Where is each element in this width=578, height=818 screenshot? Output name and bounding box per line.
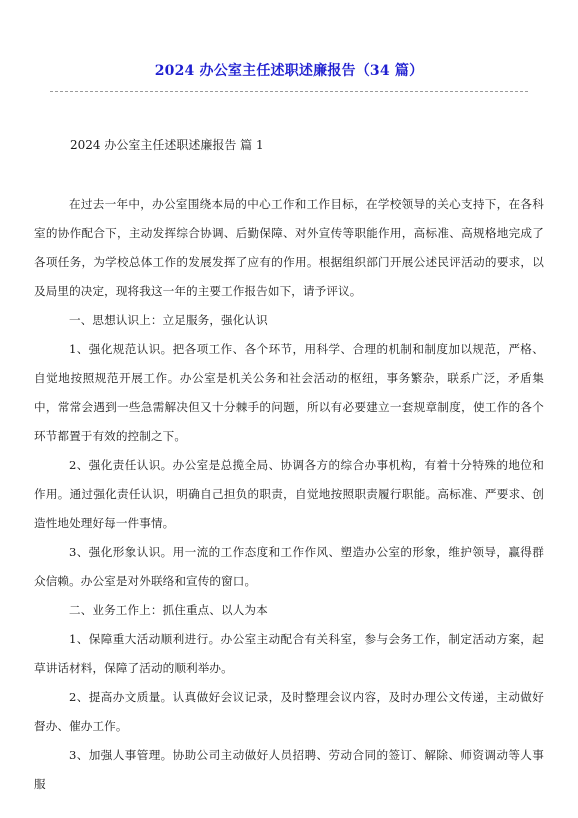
section-heading-1: 一、思想认识上：立足服务，强化认识 [69, 313, 268, 327]
paragraph-item: 3、强化形象认识。用一流的工作态度和工作作风、塑造办公室的形象，维护领导，赢得群众信赖。办公室是对外联络和宣传的窗口。 [34, 545, 544, 588]
title-divider [50, 91, 528, 92]
paragraph-item: 1、强化规范认识。把各项工作、各个环节，用科学、合理的机制和制度加以规范，严格、自觉地按照规范开展工作。办公室是机关公务和社会活动的枢纽，事务繁杂，联系广泛，矛盾集中，常常会遇到一些急需解决但又十分棘手的问题，所以有必要建立一套规章制度，使工作的各个环节都置于有效的控制之下。 [34, 342, 544, 443]
report-subheading: 2024 办公室主任述职述廉报告 篇 1 [70, 138, 264, 152]
paragraph-item: 1、保障重大活动顺利进行。办公室主动配合有关科室，参与会务工作，制定活动方案，起草讲话材料，保障了活动的顺利举办。 [34, 632, 544, 675]
paragraph-item: 3、加强人事管理。协助公司主动做好人员招聘、劳动合同的签订、解除、师资调动等人事服 [34, 748, 544, 791]
section-heading-2: 二、业务工作上：抓住重点、以人为本 [69, 603, 268, 617]
paragraph-intro: 在过去一年中，办公室围绕本局的中心工作和工作目标，在学校领导的关心支持下，在各科室的协作配合下，主动发挥综合协调、后勤保障、对外宣传等职能作用，高标准、高规格地完成了各项任务，为学校总体工作的发展发挥了应有的作用。根据组织部门开展公述民评活动的要求，以及局里的决定，现将我这一年的主要工作报告如下，请予评议。 [34, 197, 544, 298]
paragraph-item: 2、强化责任认识。办公室是总揽全局、协调各方的综合办事机构，有着十分特殊的地位和作用。通过强化责任认识，明确自己担负的职责，自觉地按照职责履行职能。高标准、严要求、创造性地处理好每一件事情。 [34, 458, 544, 530]
paragraph-item: 2、提高办文质量。认真做好会议记录，及时整理会议内容，及时办理公文传递，主动做好督办、催办工作。 [34, 690, 544, 733]
body-text [34, 190, 544, 799]
document-title: 2024 办公室主任述职述廉报告（34 篇） [154, 63, 424, 79]
